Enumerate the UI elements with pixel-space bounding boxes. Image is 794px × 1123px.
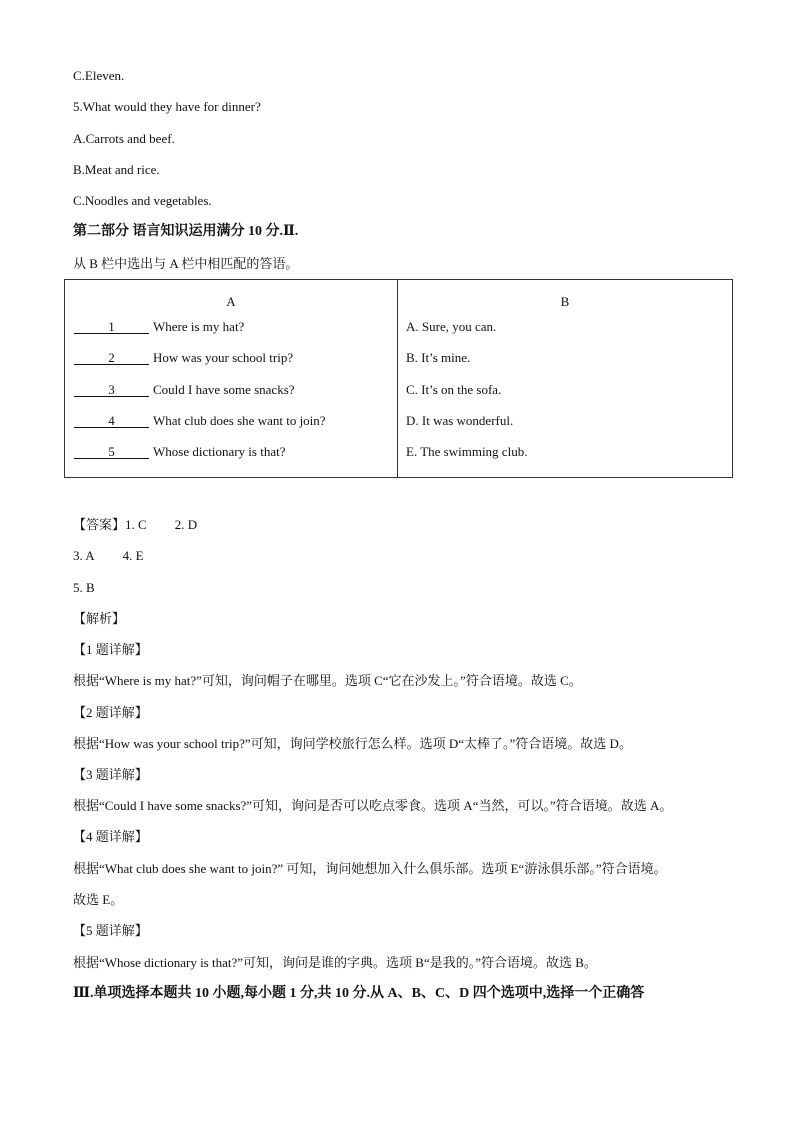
option-c-eleven: C.Eleven. (73, 68, 125, 83)
prompt-text: Whose dictionary is that? (153, 444, 286, 460)
response-option: E. The swimming club. (406, 444, 528, 460)
column-b (398, 280, 733, 478)
analysis-4-title: 【4 题详解】 (73, 829, 148, 844)
column-a-header: A (226, 294, 236, 309)
table-row (65, 311, 397, 342)
answer-4: 4. E (122, 548, 144, 563)
analysis-4-text-cont: 故选 E。 (73, 892, 124, 907)
analysis-4-text: 根据“What club does she want to join?” 可知，询问她想加入什么俱乐部。选项 E“游泳俱乐部。”符合语境。 (73, 861, 667, 876)
section-2-instruction: 从 B 栏中选出与 A 栏中相匹配的答语。 (73, 256, 299, 271)
table-row (65, 342, 397, 373)
answer-label: 【答案】 (73, 517, 126, 532)
analysis-label: 【解析】 (73, 611, 126, 626)
answer-blank[interactable]: 5 (74, 445, 149, 459)
analysis-5-title: 【5 题详解】 (73, 923, 148, 938)
answer-3: 3. A (73, 548, 95, 563)
column-b-header: B (560, 294, 570, 309)
table-row (65, 436, 397, 467)
response-option: C. It’s on the sofa. (406, 381, 502, 397)
prompt-text: Where is my hat? (153, 319, 245, 334)
analysis-5-text: 根据“Whose dictionary is that?”可知，询问是谁的字典。选项 B“是我的。”符合语境。故选 B。 (73, 955, 597, 970)
answer-blank[interactable]: 4 (74, 414, 149, 428)
section-2-title: 第二部分 语言知识运用满分 10 分.Ⅱ. (73, 224, 299, 239)
prompt-text: Could I have some snacks? (153, 381, 295, 397)
analysis-1-text: 根据“Where is my hat?”可知，询问帽子在哪里。选项 C“它在沙发上。”符合语境。故选 C。 (73, 673, 582, 688)
column-a (65, 280, 398, 478)
answer-5: 5. B (73, 580, 95, 595)
response-option: D. It was wonderful. (406, 412, 514, 428)
table-row (65, 405, 397, 436)
matching-table (64, 279, 733, 478)
question-5-option-b: B.Meat and rice. (73, 162, 160, 177)
analysis-3-text: 根据“Could I have some snacks?”可知，询问是否可以吃点零食。选项 A“当然，可以。”符合语境。故选 A。 (73, 798, 673, 813)
answer-blank[interactable]: 1 (74, 320, 149, 334)
response-option: B. It’s mine. (406, 350, 471, 366)
question-5-option-c: C.Noodles and vegetables. (73, 193, 212, 208)
question-5-option-a: A.Carrots and beef. (73, 131, 175, 146)
answer-line-2 (73, 548, 144, 564)
analysis-2-text: 根据“How was your school trip?”可知，询问学校旅行怎么样。选项 D“太棒了。”符合语境。故选 D。 (73, 736, 632, 751)
answer-blank[interactable]: 3 (74, 383, 149, 397)
question-5: 5.What would they have for dinner? (73, 99, 261, 114)
section-3-title: Ⅲ.单项选择本题共 10 小题,每小题 1 分,共 10 分.从 A、B、C、D 四个选项中,选择一个正确答 (73, 986, 645, 1001)
analysis-1-title: 【1 题详解】 (73, 642, 148, 657)
analysis-2-title: 【2 题详解】 (73, 705, 148, 720)
prompt-text: How was your school trip? (153, 350, 294, 366)
answer-1: 1. C (125, 517, 147, 532)
analysis-3-title: 【3 题详解】 (73, 767, 148, 782)
prompt-text: What club does she want to join? (153, 412, 326, 428)
table-row (65, 374, 397, 405)
response-option: A. Sure, you can. (406, 319, 497, 334)
answer-line-1 (73, 517, 197, 533)
answer-2: 2. D (174, 517, 198, 532)
answer-blank[interactable]: 2 (74, 351, 149, 365)
